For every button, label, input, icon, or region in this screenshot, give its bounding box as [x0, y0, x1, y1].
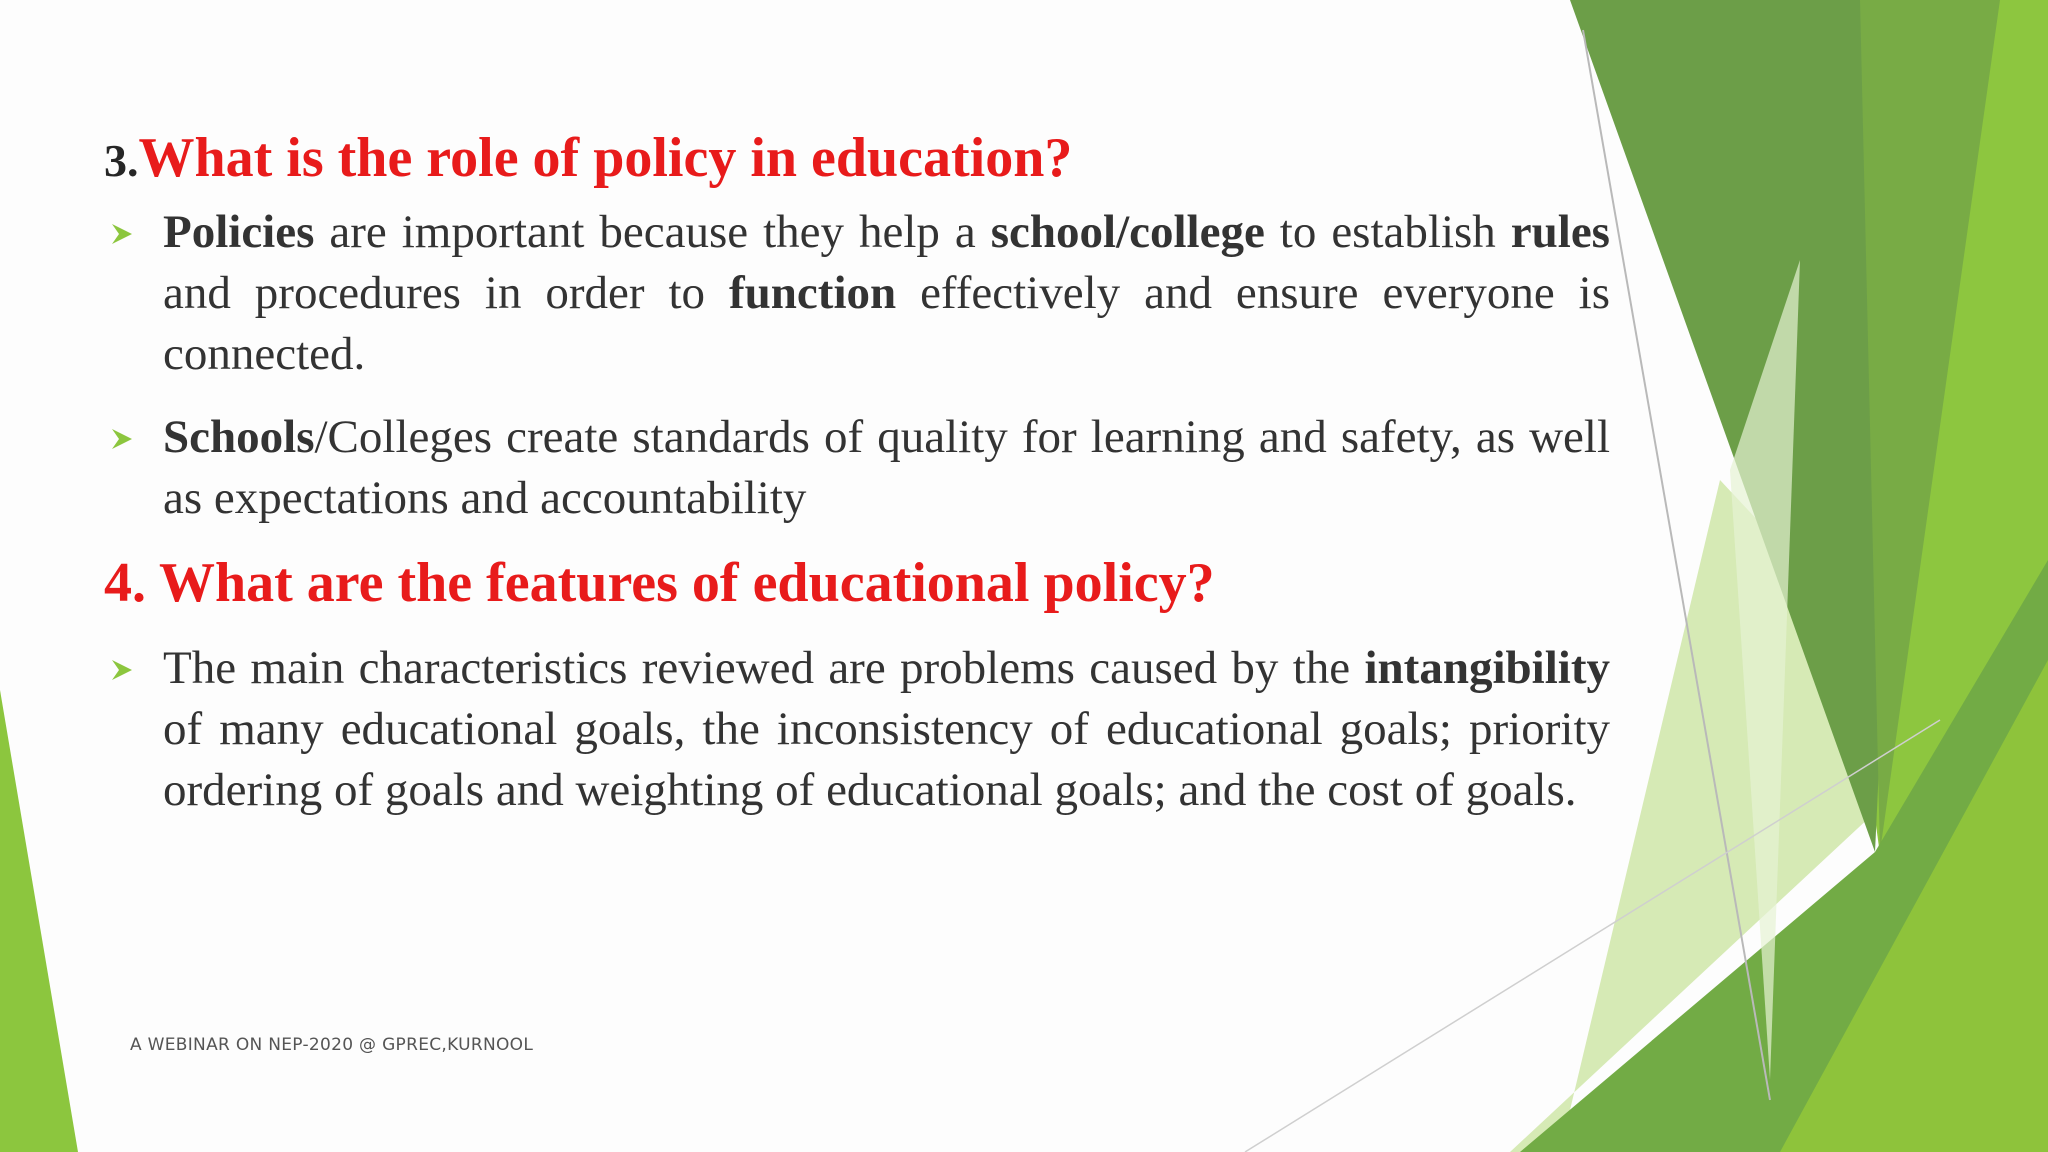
- arrowhead-bullet-icon: [110, 658, 134, 682]
- section-3-bullet-list: [104, 202, 1610, 529]
- bold-text: school/college: [990, 206, 1265, 259]
- body-text: effectively and ensure everyone is connected.: [163, 267, 1610, 381]
- slide-content: [104, 118, 1610, 821]
- section-3-heading: [104, 126, 1610, 190]
- section-3-title: What is the role of policy in education?: [138, 127, 1073, 189]
- bold-text: intangibility: [1364, 641, 1610, 694]
- bold-text: function: [729, 267, 897, 320]
- body-text: The main characteristics reviewed are problems caused by the: [163, 641, 1365, 694]
- section-3-number: 3.: [104, 135, 139, 186]
- arrowhead-bullet-icon: [110, 222, 134, 246]
- section-4-bullet-list: [104, 638, 1610, 821]
- bold-text: rules: [1510, 206, 1610, 259]
- bullet-item: [104, 407, 1610, 529]
- bullet-item: [104, 638, 1610, 821]
- bold-text: Policies: [163, 206, 315, 259]
- bullet-item: [104, 202, 1610, 385]
- arrowhead-bullet-icon: [110, 427, 134, 451]
- slide-footer: A WEBINAR ON NEP-2020 @ GPREC,KURNOOL: [130, 1035, 534, 1055]
- body-text: of many educational goals, the inconsistency of educational goals; priority ordering of goals and weighting of educational goals; and the cost of goals.: [163, 702, 1610, 816]
- section-4-heading: [104, 551, 1610, 615]
- body-text: to establish: [1264, 206, 1511, 259]
- section-4-title: What are the features of educational policy?: [159, 552, 1215, 615]
- body-text: are important because they help a: [314, 206, 991, 259]
- bold-text: Schools: [163, 411, 315, 464]
- section-4-number: 4.: [104, 552, 146, 615]
- left-green-sliver: [0, 690, 78, 1152]
- body-text: /Colleges create standards of quality for learning and safety, as well as expectations and accountability: [163, 411, 1610, 525]
- body-text: and procedures in order to: [163, 267, 729, 320]
